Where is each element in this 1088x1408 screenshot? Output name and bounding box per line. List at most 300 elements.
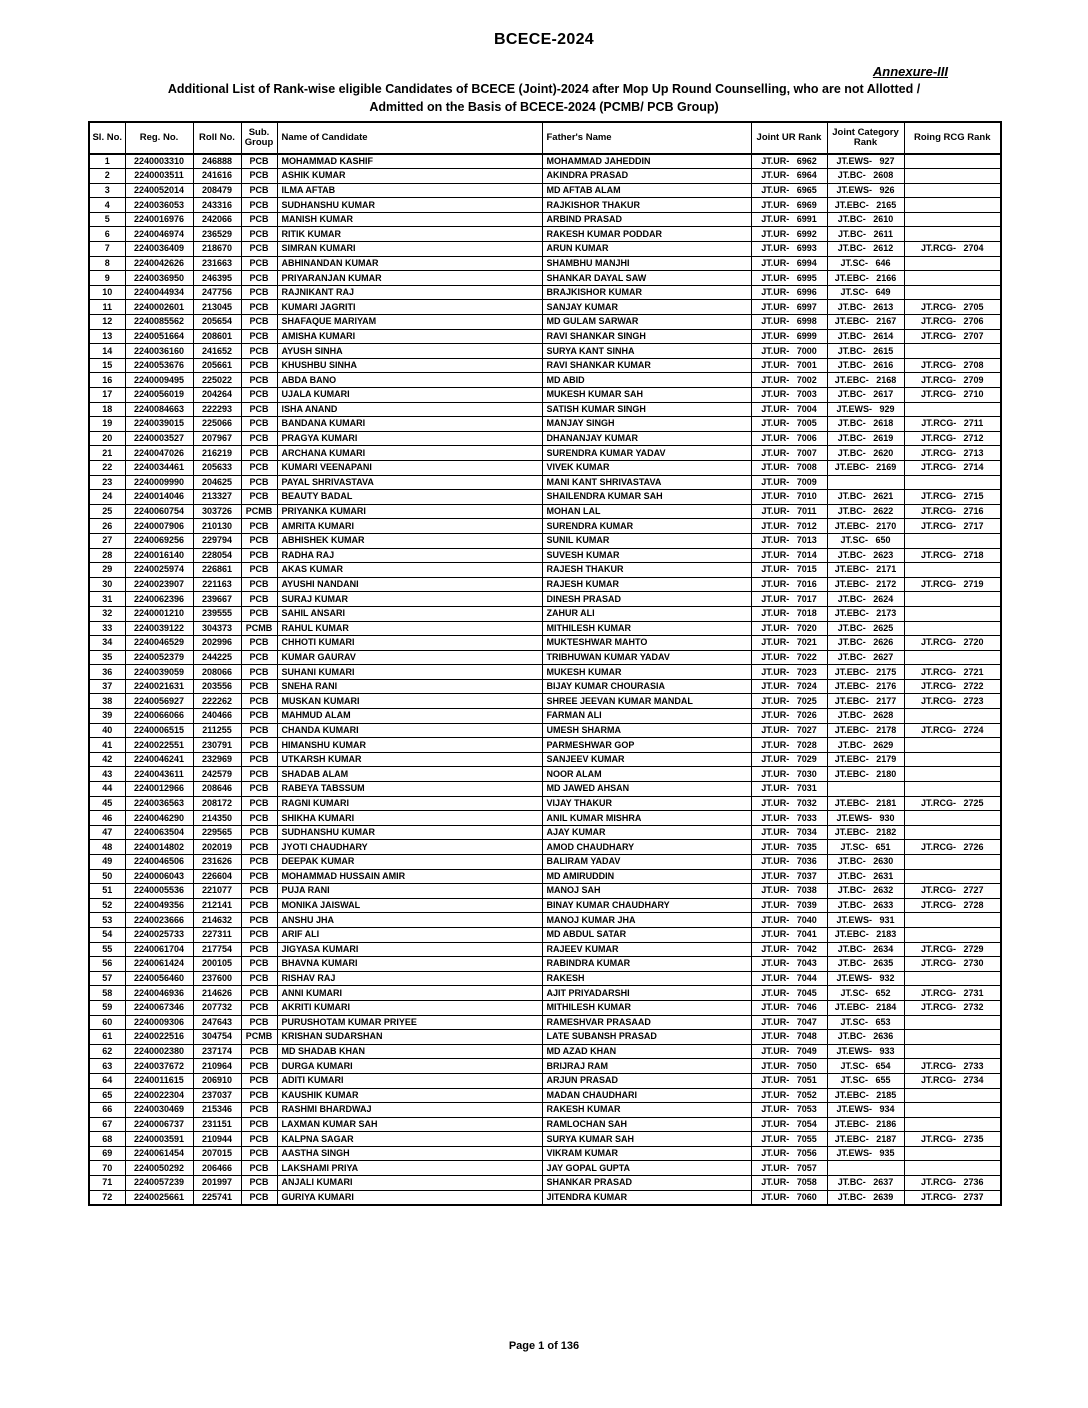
reg-no-cell: 2240036563 bbox=[125, 796, 193, 811]
table-row bbox=[89, 811, 1001, 826]
father-name-cell: BINAY KUMAR CHAUDHARY bbox=[542, 898, 751, 913]
rcg-rank-cell bbox=[904, 256, 1001, 271]
joint-ur-rank-cell: JT.UR- 7044 bbox=[751, 971, 827, 986]
joint-ur-rank-cell: JT.UR- 6964 bbox=[751, 169, 827, 184]
roll-no-cell: 304754 bbox=[193, 1030, 241, 1045]
sub-group-cell: PCB bbox=[241, 490, 277, 505]
father-name-cell: BRAJKISHOR KUMAR bbox=[542, 285, 751, 300]
serial-cell: 10 bbox=[89, 285, 125, 300]
joint-ur-rank-cell: JT.UR- 7028 bbox=[751, 738, 827, 753]
table-row bbox=[89, 840, 1001, 855]
rcg-rank-cell bbox=[904, 198, 1001, 213]
rcg-rank-cell: JT.RCG- 2736 bbox=[904, 1176, 1001, 1191]
joint-category-rank-cell: JT.BC- 2612 bbox=[827, 242, 904, 257]
reg-no-cell: 2240084663 bbox=[125, 402, 193, 417]
table-row bbox=[89, 388, 1001, 403]
serial-cell: 11 bbox=[89, 300, 125, 315]
father-name-cell: AJAY KUMAR bbox=[542, 825, 751, 840]
reg-no-cell: 2240053676 bbox=[125, 358, 193, 373]
reg-no-cell: 2240025661 bbox=[125, 1190, 193, 1205]
serial-cell: 39 bbox=[89, 709, 125, 724]
table-row bbox=[89, 825, 1001, 840]
rcg-rank-cell bbox=[904, 1044, 1001, 1059]
roll-no-cell: 208066 bbox=[193, 665, 241, 680]
serial-cell: 64 bbox=[89, 1073, 125, 1088]
roll-no-cell: 231663 bbox=[193, 256, 241, 271]
candidate-name-cell: ARIF ALI bbox=[277, 927, 542, 942]
joint-category-rank-cell: JT.BC- 2610 bbox=[827, 212, 904, 227]
sub-group-cell: PCB bbox=[241, 1190, 277, 1205]
joint-category-rank-cell: JT.SC- 655 bbox=[827, 1073, 904, 1088]
serial-cell: 30 bbox=[89, 577, 125, 592]
candidate-name-cell: ANJALI KUMARI bbox=[277, 1176, 542, 1191]
table-row bbox=[89, 709, 1001, 724]
table-row bbox=[89, 198, 1001, 213]
joint-ur-rank-cell: JT.UR- 7041 bbox=[751, 927, 827, 942]
roll-no-cell: 208479 bbox=[193, 183, 241, 198]
joint-ur-rank-cell: JT.UR- 7032 bbox=[751, 796, 827, 811]
joint-ur-rank-cell: JT.UR- 7035 bbox=[751, 840, 827, 855]
rcg-rank-cell: JT.RCG- 2705 bbox=[904, 300, 1001, 315]
sub-group-cell: PCB bbox=[241, 198, 277, 213]
candidate-name-cell: CHANDA KUMARI bbox=[277, 723, 542, 738]
sub-group-cell: PCB bbox=[241, 855, 277, 870]
roll-no-cell: 207732 bbox=[193, 1000, 241, 1015]
table-row bbox=[89, 723, 1001, 738]
joint-ur-rank-cell: JT.UR- 7003 bbox=[751, 388, 827, 403]
table-row bbox=[89, 650, 1001, 665]
joint-ur-rank-cell: JT.UR- 7034 bbox=[751, 825, 827, 840]
roll-no-cell: 237037 bbox=[193, 1088, 241, 1103]
reg-no-cell: 2240009990 bbox=[125, 475, 193, 490]
candidate-name-cell: ASHIK KUMAR bbox=[277, 169, 542, 184]
rcg-rank-cell: JT.RCG- 2719 bbox=[904, 577, 1001, 592]
rcg-rank-cell bbox=[904, 1146, 1001, 1161]
joint-ur-rank-cell: JT.UR- 6996 bbox=[751, 285, 827, 300]
serial-cell: 65 bbox=[89, 1088, 125, 1103]
rcg-rank-cell: JT.RCG- 2707 bbox=[904, 329, 1001, 344]
serial-cell: 9 bbox=[89, 271, 125, 286]
candidate-name-cell: RASHMI BHARDWAJ bbox=[277, 1103, 542, 1118]
table-row bbox=[89, 358, 1001, 373]
rcg-rank-cell bbox=[904, 227, 1001, 242]
serial-cell: 14 bbox=[89, 344, 125, 359]
sub-group-cell: PCB bbox=[241, 417, 277, 432]
joint-category-rank-cell: JT.BC- 2619 bbox=[827, 431, 904, 446]
serial-cell: 17 bbox=[89, 388, 125, 403]
serial-cell: 29 bbox=[89, 563, 125, 578]
candidate-name-cell: SHAFAQUE MARIYAM bbox=[277, 315, 542, 330]
joint-category-rank-cell: JT.BC- 2620 bbox=[827, 446, 904, 461]
table-header-cell: Father's Name bbox=[542, 122, 751, 154]
rcg-rank-cell bbox=[904, 650, 1001, 665]
serial-cell: 32 bbox=[89, 606, 125, 621]
serial-cell: 33 bbox=[89, 621, 125, 636]
rcg-rank-cell: JT.RCG- 2735 bbox=[904, 1132, 1001, 1147]
serial-cell: 67 bbox=[89, 1117, 125, 1132]
roll-no-cell: 226604 bbox=[193, 869, 241, 884]
reg-no-cell: 2240046936 bbox=[125, 986, 193, 1001]
reg-no-cell: 2240052014 bbox=[125, 183, 193, 198]
reg-no-cell: 2240085562 bbox=[125, 315, 193, 330]
serial-cell: 45 bbox=[89, 796, 125, 811]
table-row bbox=[89, 563, 1001, 578]
table-header-cell: Name of Candidate bbox=[277, 122, 542, 154]
candidate-name-cell: RAJNIKANT RAJ bbox=[277, 285, 542, 300]
serial-cell: 72 bbox=[89, 1190, 125, 1205]
joint-ur-rank-cell: JT.UR- 6992 bbox=[751, 227, 827, 242]
roll-no-cell: 226861 bbox=[193, 563, 241, 578]
joint-category-rank-cell: JT.BC- 2639 bbox=[827, 1190, 904, 1205]
roll-no-cell: 239555 bbox=[193, 606, 241, 621]
sub-group-cell: PCB bbox=[241, 1103, 277, 1118]
rcg-rank-cell: JT.RCG- 2715 bbox=[904, 490, 1001, 505]
serial-cell: 46 bbox=[89, 811, 125, 826]
table-row bbox=[89, 782, 1001, 797]
joint-ur-rank-cell: JT.UR- 7033 bbox=[751, 811, 827, 826]
rcg-rank-cell bbox=[904, 154, 1001, 169]
rcg-rank-cell bbox=[904, 1103, 1001, 1118]
father-name-cell: RAKESH KUMAR PODDAR bbox=[542, 227, 751, 242]
sub-group-cell: PCMB bbox=[241, 504, 277, 519]
reg-no-cell: 2240061704 bbox=[125, 942, 193, 957]
serial-cell: 23 bbox=[89, 475, 125, 490]
candidate-name-cell: BEAUTY BADAL bbox=[277, 490, 542, 505]
joint-ur-rank-cell: JT.UR- 7016 bbox=[751, 577, 827, 592]
joint-category-rank-cell: JT.EBC- 2173 bbox=[827, 606, 904, 621]
table-row bbox=[89, 694, 1001, 709]
joint-ur-rank-cell: JT.UR- 7036 bbox=[751, 855, 827, 870]
reg-no-cell: 2240042626 bbox=[125, 256, 193, 271]
candidate-name-cell: RABEYA TABSSUM bbox=[277, 782, 542, 797]
joint-ur-rank-cell: JT.UR- 7020 bbox=[751, 621, 827, 636]
father-name-cell: SHANKAR DAYAL SAW bbox=[542, 271, 751, 286]
rcg-rank-cell bbox=[904, 606, 1001, 621]
rcg-rank-cell bbox=[904, 344, 1001, 359]
sub-group-cell: PCB bbox=[241, 431, 277, 446]
candidate-name-cell: PRIYARANJAN KUMAR bbox=[277, 271, 542, 286]
rcg-rank-cell: JT.RCG- 2737 bbox=[904, 1190, 1001, 1205]
reg-no-cell: 2240049356 bbox=[125, 898, 193, 913]
reg-no-cell: 2240016140 bbox=[125, 548, 193, 563]
sub-group-cell: PCB bbox=[241, 358, 277, 373]
table-row bbox=[89, 665, 1001, 680]
roll-no-cell: 225741 bbox=[193, 1190, 241, 1205]
sub-group-cell: PCB bbox=[241, 869, 277, 884]
rcg-rank-cell bbox=[904, 825, 1001, 840]
sub-group-cell: PCB bbox=[241, 636, 277, 651]
joint-category-rank-cell: JT.EWS- 926 bbox=[827, 183, 904, 198]
candidate-name-cell: KHUSHBU SINHA bbox=[277, 358, 542, 373]
candidate-name-cell: RISHAV RAJ bbox=[277, 971, 542, 986]
table-row bbox=[89, 752, 1001, 767]
sub-group-cell: PCB bbox=[241, 1146, 277, 1161]
sub-group-cell: PCB bbox=[241, 315, 277, 330]
rcg-rank-cell bbox=[904, 811, 1001, 826]
joint-ur-rank-cell: JT.UR- 6991 bbox=[751, 212, 827, 227]
rcg-rank-cell: JT.RCG- 2712 bbox=[904, 431, 1001, 446]
father-name-cell: UMESH SHARMA bbox=[542, 723, 751, 738]
rcg-rank-cell: JT.RCG- 2720 bbox=[904, 636, 1001, 651]
candidate-name-cell: LAXMAN KUMAR SAH bbox=[277, 1117, 542, 1132]
table-row bbox=[89, 169, 1001, 184]
candidate-name-cell: AYUSH SINHA bbox=[277, 344, 542, 359]
roll-no-cell: 241616 bbox=[193, 169, 241, 184]
candidates-table-body bbox=[89, 154, 1001, 1205]
joint-ur-rank-cell: JT.UR- 7057 bbox=[751, 1161, 827, 1176]
table-header-cell: Sl. No. bbox=[89, 122, 125, 154]
serial-cell: 51 bbox=[89, 884, 125, 899]
sub-group-cell: PCB bbox=[241, 533, 277, 548]
joint-category-rank-cell: JT.BC- 2628 bbox=[827, 709, 904, 724]
sub-group-cell: PCB bbox=[241, 300, 277, 315]
serial-cell: 21 bbox=[89, 446, 125, 461]
roll-no-cell: 243316 bbox=[193, 198, 241, 213]
father-name-cell: ANIL KUMAR MISHRA bbox=[542, 811, 751, 826]
roll-no-cell: 230791 bbox=[193, 738, 241, 753]
rcg-rank-cell: JT.RCG- 2717 bbox=[904, 519, 1001, 534]
joint-category-rank-cell: JT.EWS- 935 bbox=[827, 1146, 904, 1161]
roll-no-cell: 236529 bbox=[193, 227, 241, 242]
joint-category-rank-cell: JT.EWS- 934 bbox=[827, 1103, 904, 1118]
rcg-rank-cell bbox=[904, 1161, 1001, 1176]
table-row bbox=[89, 927, 1001, 942]
serial-cell: 49 bbox=[89, 855, 125, 870]
candidate-name-cell: ANNI KUMARI bbox=[277, 986, 542, 1001]
candidate-name-cell: AYUSHI NANDANI bbox=[277, 577, 542, 592]
rcg-rank-cell: JT.RCG- 2733 bbox=[904, 1059, 1001, 1074]
roll-no-cell: 222293 bbox=[193, 402, 241, 417]
table-row bbox=[89, 315, 1001, 330]
serial-cell: 28 bbox=[89, 548, 125, 563]
table-row bbox=[89, 1146, 1001, 1161]
father-name-cell: LATE SUBANSH PRASAD bbox=[542, 1030, 751, 1045]
candidate-name-cell: ANSHU JHA bbox=[277, 913, 542, 928]
joint-ur-rank-cell: JT.UR- 7030 bbox=[751, 767, 827, 782]
serial-cell: 53 bbox=[89, 913, 125, 928]
joint-ur-rank-cell: JT.UR- 7055 bbox=[751, 1132, 827, 1147]
sub-group-cell: PCB bbox=[241, 971, 277, 986]
table-row bbox=[89, 431, 1001, 446]
table-row bbox=[89, 446, 1001, 461]
table-row bbox=[89, 869, 1001, 884]
father-name-cell: MD AFTAB ALAM bbox=[542, 183, 751, 198]
father-name-cell: MOHAMMAD JAHEDDIN bbox=[542, 154, 751, 169]
serial-cell: 36 bbox=[89, 665, 125, 680]
table-row bbox=[89, 1176, 1001, 1191]
father-name-cell: ARBIND PRASAD bbox=[542, 212, 751, 227]
rcg-rank-cell bbox=[904, 169, 1001, 184]
serial-cell: 60 bbox=[89, 1015, 125, 1030]
serial-cell: 34 bbox=[89, 636, 125, 651]
table-row bbox=[89, 884, 1001, 899]
candidate-name-cell: HIMANSHU KUMAR bbox=[277, 738, 542, 753]
joint-ur-rank-cell: JT.UR- 7045 bbox=[751, 986, 827, 1001]
joint-category-rank-cell: JT.EBC- 2165 bbox=[827, 198, 904, 213]
father-name-cell: RAMESHVAR PRASAAD bbox=[542, 1015, 751, 1030]
serial-cell: 50 bbox=[89, 869, 125, 884]
roll-no-cell: 205633 bbox=[193, 460, 241, 475]
roll-no-cell: 207967 bbox=[193, 431, 241, 446]
candidate-name-cell: AASTHA SINGH bbox=[277, 1146, 542, 1161]
joint-ur-rank-cell: JT.UR- 6999 bbox=[751, 329, 827, 344]
joint-ur-rank-cell: JT.UR- 7013 bbox=[751, 533, 827, 548]
table-row bbox=[89, 1044, 1001, 1059]
reg-no-cell: 2240044934 bbox=[125, 285, 193, 300]
roll-no-cell: 210130 bbox=[193, 519, 241, 534]
father-name-cell: SANJEEV KUMAR bbox=[542, 752, 751, 767]
serial-cell: 5 bbox=[89, 212, 125, 227]
candidate-name-cell: SIMRAN KUMARI bbox=[277, 242, 542, 257]
table-row bbox=[89, 504, 1001, 519]
sub-group-cell: PCB bbox=[241, 519, 277, 534]
rcg-rank-cell bbox=[904, 913, 1001, 928]
table-header-cell: Sub. Group bbox=[241, 122, 277, 154]
table-row bbox=[89, 548, 1001, 563]
rcg-rank-cell bbox=[904, 271, 1001, 286]
candidate-name-cell: ABHINANDAN KUMAR bbox=[277, 256, 542, 271]
joint-ur-rank-cell: JT.UR- 7021 bbox=[751, 636, 827, 651]
roll-no-cell: 246395 bbox=[193, 271, 241, 286]
reg-no-cell: 2240005536 bbox=[125, 884, 193, 899]
sub-group-cell: PCB bbox=[241, 402, 277, 417]
joint-category-rank-cell: JT.SC- 652 bbox=[827, 986, 904, 1001]
candidate-name-cell: UJALA KUMARI bbox=[277, 388, 542, 403]
table-row bbox=[89, 767, 1001, 782]
reg-no-cell: 2240069256 bbox=[125, 533, 193, 548]
joint-category-rank-cell: JT.EWS- 931 bbox=[827, 913, 904, 928]
candidate-name-cell: ARCHANA KUMARI bbox=[277, 446, 542, 461]
table-row bbox=[89, 460, 1001, 475]
father-name-cell: SUVESH KUMAR bbox=[542, 548, 751, 563]
roll-no-cell: 225066 bbox=[193, 417, 241, 432]
reg-no-cell: 2240003591 bbox=[125, 1132, 193, 1147]
sub-group-cell: PCB bbox=[241, 723, 277, 738]
rcg-rank-cell bbox=[904, 752, 1001, 767]
sub-group-cell: PCMB bbox=[241, 1030, 277, 1045]
rcg-rank-cell bbox=[904, 592, 1001, 607]
rcg-rank-cell bbox=[904, 1117, 1001, 1132]
serial-cell: 26 bbox=[89, 519, 125, 534]
joint-category-rank-cell: JT.BC- 2622 bbox=[827, 504, 904, 519]
candidates-table bbox=[88, 121, 1002, 1206]
subtitle-line-2: Admitted on the Basis of BCECE-2024 (PCMB/ PCB Group) bbox=[369, 99, 719, 114]
candidate-name-cell: PURUSHOTAM KUMAR PRIYEE bbox=[277, 1015, 542, 1030]
table-row bbox=[89, 606, 1001, 621]
sub-group-cell: PCB bbox=[241, 446, 277, 461]
reg-no-cell: 2240016976 bbox=[125, 212, 193, 227]
joint-category-rank-cell: JT.BC- 2632 bbox=[827, 884, 904, 899]
reg-no-cell: 2240023666 bbox=[125, 913, 193, 928]
serial-cell: 4 bbox=[89, 198, 125, 213]
rcg-rank-cell: JT.RCG- 2727 bbox=[904, 884, 1001, 899]
rcg-rank-cell: JT.RCG- 2710 bbox=[904, 388, 1001, 403]
father-name-cell: ARUN KUMAR bbox=[542, 242, 751, 257]
reg-no-cell: 2240046241 bbox=[125, 752, 193, 767]
joint-category-rank-cell: JT.EBC- 2182 bbox=[827, 825, 904, 840]
roll-no-cell: 225022 bbox=[193, 373, 241, 388]
joint-category-rank-cell: JT.EBC- 2186 bbox=[827, 1117, 904, 1132]
rcg-rank-cell: JT.RCG- 2731 bbox=[904, 986, 1001, 1001]
candidate-name-cell: UTKARSH KUMAR bbox=[277, 752, 542, 767]
joint-category-rank-cell: JT.EBC- 2170 bbox=[827, 519, 904, 534]
rcg-rank-cell: JT.RCG- 2709 bbox=[904, 373, 1001, 388]
serial-cell: 43 bbox=[89, 767, 125, 782]
father-name-cell: JAY GOPAL GUPTA bbox=[542, 1161, 751, 1176]
candidate-name-cell: KUMARI JAGRITI bbox=[277, 300, 542, 315]
sub-group-cell: PCB bbox=[241, 1117, 277, 1132]
candidate-name-cell: DURGA KUMARI bbox=[277, 1059, 542, 1074]
roll-no-cell: 208646 bbox=[193, 782, 241, 797]
joint-ur-rank-cell: JT.UR- 7029 bbox=[751, 752, 827, 767]
subtitle-line-1: Additional List of Rank-wise eligible Candidates of BCECE (Joint)-2024 after Mop Up Round Counselling, who are not Allotted / bbox=[167, 82, 921, 96]
candidate-name-cell: MOHAMMAD KASHIF bbox=[277, 154, 542, 169]
sub-group-cell: PCB bbox=[241, 1059, 277, 1074]
sub-group-cell: PCB bbox=[241, 606, 277, 621]
reg-no-cell: 2240022304 bbox=[125, 1088, 193, 1103]
joint-ur-rank-cell: JT.UR- 7046 bbox=[751, 1000, 827, 1015]
roll-no-cell: 214350 bbox=[193, 811, 241, 826]
father-name-cell: VIJAY THAKUR bbox=[542, 796, 751, 811]
reg-no-cell: 2240002380 bbox=[125, 1044, 193, 1059]
sub-group-cell: PCB bbox=[241, 592, 277, 607]
reg-no-cell: 2240011615 bbox=[125, 1073, 193, 1088]
joint-category-rank-cell: JT.EBC- 2184 bbox=[827, 1000, 904, 1015]
serial-cell: 54 bbox=[89, 927, 125, 942]
table-row bbox=[89, 942, 1001, 957]
roll-no-cell: 202019 bbox=[193, 840, 241, 855]
rcg-rank-cell bbox=[904, 709, 1001, 724]
candidate-name-cell: LAKSHAMI PRIYA bbox=[277, 1161, 542, 1176]
table-row bbox=[89, 1059, 1001, 1074]
joint-ur-rank-cell: JT.UR- 7037 bbox=[751, 869, 827, 884]
sub-group-cell: PCB bbox=[241, 373, 277, 388]
reg-no-cell: 2240036409 bbox=[125, 242, 193, 257]
reg-no-cell: 2240061424 bbox=[125, 957, 193, 972]
sub-group-cell: PCB bbox=[241, 767, 277, 782]
roll-no-cell: 208601 bbox=[193, 329, 241, 344]
roll-no-cell: 231626 bbox=[193, 855, 241, 870]
rcg-rank-cell bbox=[904, 869, 1001, 884]
roll-no-cell: 242579 bbox=[193, 767, 241, 782]
rcg-rank-cell: JT.RCG- 2718 bbox=[904, 548, 1001, 563]
father-name-cell: RAKESH bbox=[542, 971, 751, 986]
sub-group-cell: PCB bbox=[241, 227, 277, 242]
joint-category-rank-cell bbox=[827, 475, 904, 490]
joint-category-rank-cell: JT.EBC- 2183 bbox=[827, 927, 904, 942]
father-name-cell: DHANANJAY KUMAR bbox=[542, 431, 751, 446]
candidate-name-cell: SUDHANSHU KUMAR bbox=[277, 825, 542, 840]
rcg-rank-cell bbox=[904, 971, 1001, 986]
joint-category-rank-cell: JT.EBC- 2171 bbox=[827, 563, 904, 578]
joint-category-rank-cell: JT.BC- 2634 bbox=[827, 942, 904, 957]
father-name-cell: MD GULAM SARWAR bbox=[542, 315, 751, 330]
joint-category-rank-cell: JT.EBC- 2181 bbox=[827, 796, 904, 811]
joint-ur-rank-cell: JT.UR- 7049 bbox=[751, 1044, 827, 1059]
candidate-name-cell: AKRITI KUMARI bbox=[277, 1000, 542, 1015]
serial-cell: 52 bbox=[89, 898, 125, 913]
candidate-name-cell: ADITI KUMARI bbox=[277, 1073, 542, 1088]
rcg-rank-cell bbox=[904, 1088, 1001, 1103]
rcg-rank-cell bbox=[904, 782, 1001, 797]
father-name-cell: MANJAY SINGH bbox=[542, 417, 751, 432]
sub-group-cell: PCB bbox=[241, 957, 277, 972]
document-subtitle bbox=[0, 81, 1088, 116]
reg-no-cell: 2240034461 bbox=[125, 460, 193, 475]
father-name-cell: SURYA KANT SINHA bbox=[542, 344, 751, 359]
table-row bbox=[89, 796, 1001, 811]
candidate-name-cell: SHADAB ALAM bbox=[277, 767, 542, 782]
